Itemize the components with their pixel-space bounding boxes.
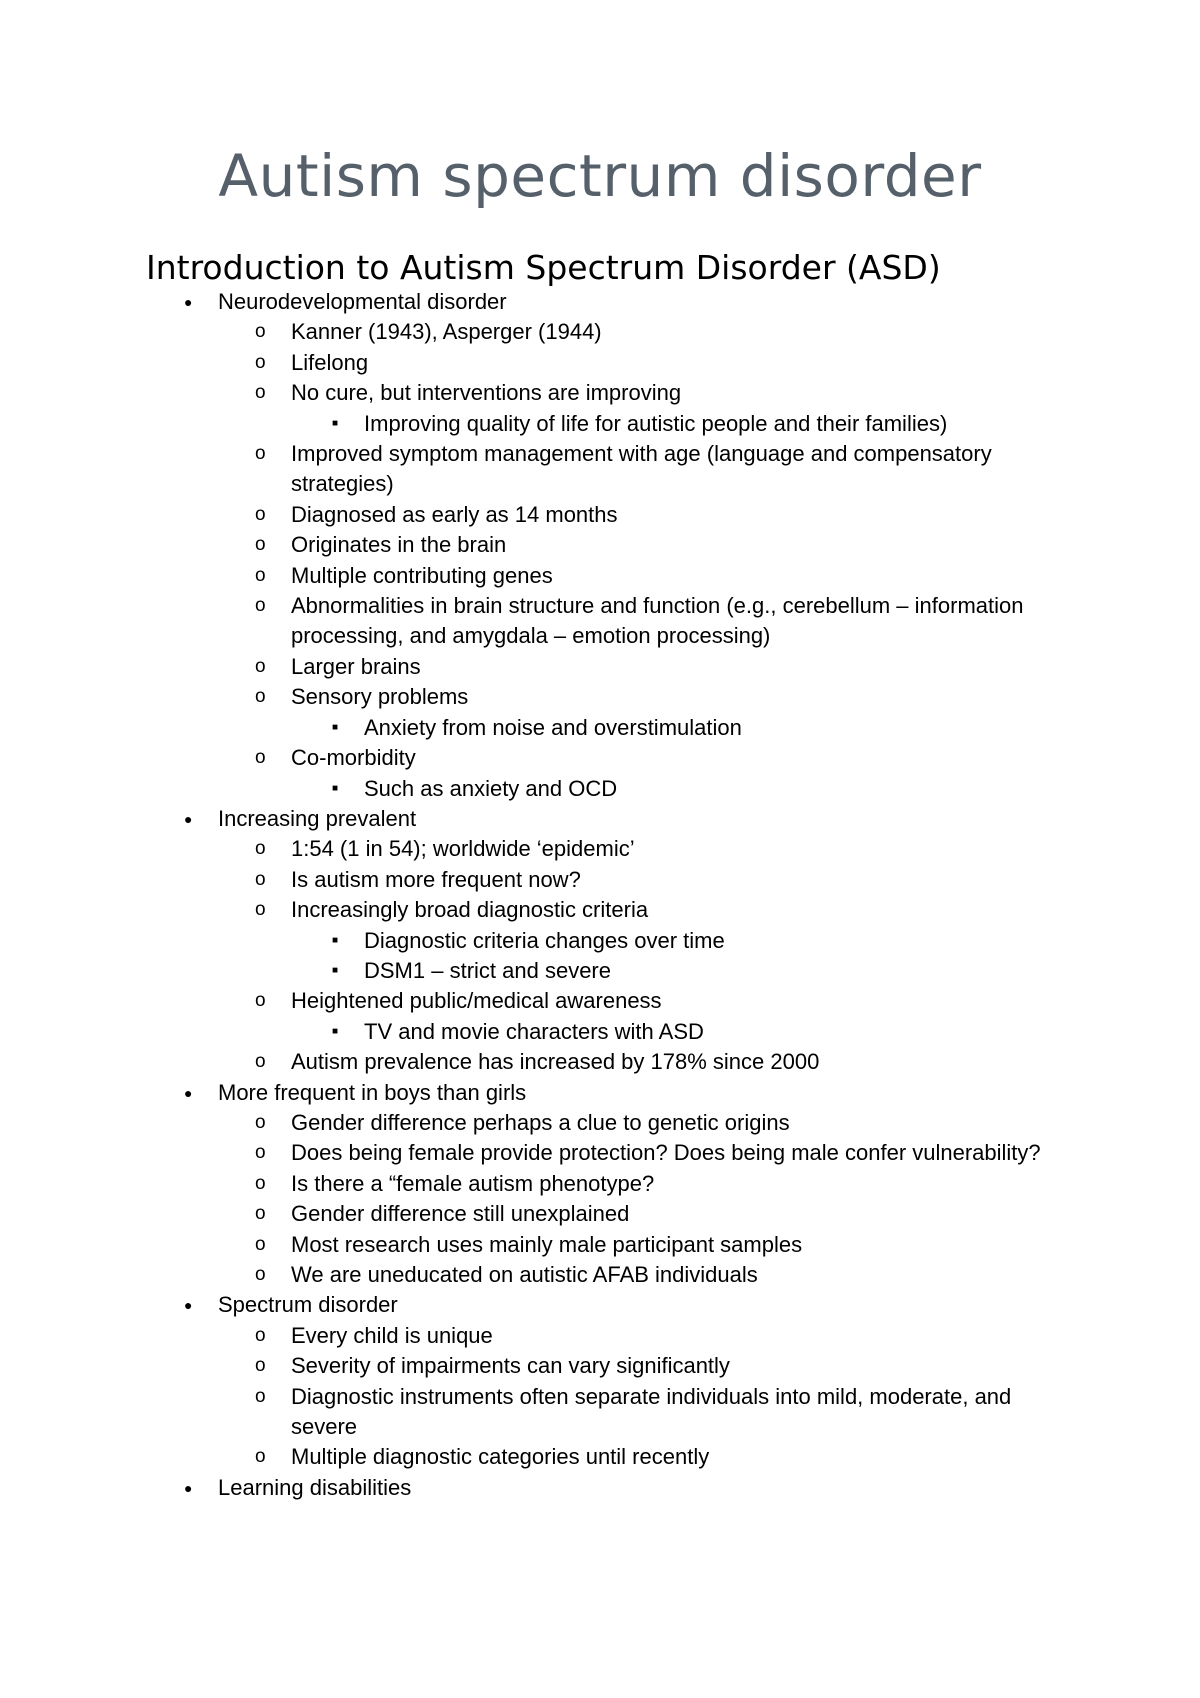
list-item-level-2 xyxy=(0,1138,1200,1168)
bullet-marker: ■ xyxy=(332,934,339,946)
list-item-level-2 xyxy=(0,743,1200,773)
bullet-marker: o xyxy=(255,1111,266,1133)
list-item-text: Severity of impairments can vary significantly xyxy=(291,1353,730,1379)
list-item-level-2 xyxy=(0,591,1200,652)
list-item-level-1 xyxy=(0,1473,1200,1503)
list-item-level-1 xyxy=(0,287,1200,317)
document-title: Autism spectrum disorder xyxy=(218,142,982,210)
list-item-text: Lifelong xyxy=(291,349,369,375)
list-item-text: No cure, but interventions are improving xyxy=(291,380,682,406)
list-item-level-3 xyxy=(0,774,1200,804)
list-item-text: TV and movie characters with ASD xyxy=(364,1018,704,1044)
bullet-marker: ● xyxy=(184,810,193,827)
list-item-text: Neurodevelopmental disorder xyxy=(218,289,507,314)
bullet-marker: ■ xyxy=(332,417,339,429)
list-item-text: Increasingly broad diagnostic criteria xyxy=(291,897,649,923)
list-item-text: Autism prevalence has increased by 178% since 2000 xyxy=(291,1049,820,1075)
bullet-marker: o xyxy=(255,382,266,404)
list-item-level-2 xyxy=(0,439,1200,500)
list-item-text: Such as anxiety and OCD xyxy=(364,775,618,801)
list-item-level-2 xyxy=(0,561,1200,591)
list-item-text: Does being female provide protection? Does being male confer vulnerability? xyxy=(291,1140,1041,1166)
list-item-text: Diagnosed as early as 14 months xyxy=(291,501,618,527)
list-item-level-2 xyxy=(0,865,1200,895)
list-item-text: Improved symptom management with age (language and compensatory strategies) xyxy=(291,441,992,497)
list-item-level-1 xyxy=(0,1078,1200,1108)
bullet-marker: ● xyxy=(184,1479,193,1496)
list-item-level-2 xyxy=(0,1382,1200,1443)
bullet-marker: o xyxy=(255,595,266,617)
list-item-text: DSM1 – strict and severe xyxy=(364,957,611,983)
list-item-level-2 xyxy=(0,1260,1200,1290)
list-item-level-2 xyxy=(0,682,1200,712)
bullet-marker: o xyxy=(255,1446,266,1468)
list-item-level-3 xyxy=(0,926,1200,956)
list-item-text: Improving quality of life for autistic people and their families) xyxy=(364,410,948,436)
list-item-text: Co-morbidity xyxy=(291,745,416,771)
list-item-text: Gender difference perhaps a clue to genetic origins xyxy=(291,1109,790,1135)
bullet-marker: ● xyxy=(184,1084,193,1101)
list-item-text: We are uneducated on autistic AFAB individuals xyxy=(291,1262,758,1287)
list-item-level-2 xyxy=(0,500,1200,530)
list-item-level-2 xyxy=(0,895,1200,925)
bullet-marker: o xyxy=(255,838,266,860)
bullet-marker: o xyxy=(255,351,266,373)
list-item-text: Learning disabilities xyxy=(218,1474,412,1500)
list-item-text: 1:54 (1 in 54); worldwide ‘epidemic’ xyxy=(291,836,635,862)
list-item-text: Anxiety from noise and overstimulation xyxy=(364,714,742,740)
bullet-marker: ■ xyxy=(332,964,339,976)
bullet-marker: o xyxy=(255,1203,266,1225)
bullet-outline xyxy=(0,287,1200,1503)
bullet-marker: o xyxy=(255,564,266,586)
bullet-marker: o xyxy=(255,868,266,890)
bullet-marker: o xyxy=(255,1172,266,1194)
list-item-text: Multiple diagnostic categories until recently xyxy=(291,1444,710,1470)
bullet-marker: ■ xyxy=(332,721,339,733)
list-item-text: Larger brains xyxy=(291,653,421,679)
list-item-text: Originates in the brain xyxy=(291,532,507,558)
list-item-text: Is autism more frequent now? xyxy=(291,866,581,892)
list-item-level-3 xyxy=(0,409,1200,439)
bullet-marker: o xyxy=(255,443,266,465)
list-item-text: Spectrum disorder xyxy=(218,1292,398,1318)
list-item-level-2 xyxy=(0,1108,1200,1138)
bullet-marker: o xyxy=(255,321,266,343)
bullet-marker: o xyxy=(255,1355,266,1377)
list-item-level-3 xyxy=(0,956,1200,986)
list-item-level-2 xyxy=(0,1230,1200,1260)
list-item-level-3 xyxy=(0,713,1200,743)
list-item-level-2 xyxy=(0,1169,1200,1199)
list-item-level-2 xyxy=(0,530,1200,560)
bullet-marker: o xyxy=(255,503,266,525)
list-item-text: More frequent in boys than girls xyxy=(218,1079,527,1105)
list-item-text: Is there a “female autism phenotype? xyxy=(291,1170,655,1196)
list-item-text: Kanner (1943), Asperger (1944) xyxy=(291,319,602,345)
list-item-text: Heightened public/medical awareness xyxy=(291,988,662,1014)
list-item-level-1 xyxy=(0,804,1200,834)
bullet-marker: ■ xyxy=(332,782,339,794)
list-item-text: Sensory problems xyxy=(291,684,469,710)
list-item-level-2 xyxy=(0,1047,1200,1077)
list-item-text: Abnormalities in brain structure and function (e.g., cerebellum – information processing, and amygdala – emotion processing) xyxy=(291,593,1024,649)
list-item-level-2 xyxy=(0,1321,1200,1351)
list-item-text: Most research uses mainly male participant samples xyxy=(291,1231,803,1257)
list-item-level-2 xyxy=(0,834,1200,864)
section-heading: Introduction to Autism Spectrum Disorder (ASD) xyxy=(146,248,941,287)
list-item-level-2 xyxy=(0,348,1200,378)
bullet-marker: ● xyxy=(184,294,193,310)
bullet-marker: o xyxy=(255,1385,266,1407)
list-item-level-2 xyxy=(0,378,1200,408)
list-item-level-2 xyxy=(0,317,1200,347)
list-item-text: Gender difference still unexplained xyxy=(291,1201,630,1227)
list-item-level-2 xyxy=(0,652,1200,682)
list-item-text: Diagnostic criteria changes over time xyxy=(364,927,725,953)
list-item-text: Multiple contributing genes xyxy=(291,562,553,588)
list-item-text: Diagnostic instruments often separate individuals into mild, moderate, and severe xyxy=(291,1383,1012,1440)
bullet-marker: o xyxy=(255,899,266,921)
list-item-level-2 xyxy=(0,986,1200,1016)
bullet-marker: o xyxy=(255,747,266,769)
list-item-level-1 xyxy=(0,1290,1200,1320)
bullet-marker: o xyxy=(255,686,266,708)
bullet-marker: ● xyxy=(184,1297,193,1314)
bullet-marker: o xyxy=(255,1051,266,1073)
bullet-marker: o xyxy=(255,534,266,556)
list-item-level-2 xyxy=(0,1351,1200,1381)
bullet-marker: ■ xyxy=(332,1025,339,1037)
bullet-marker: o xyxy=(255,1264,266,1285)
bullet-marker: o xyxy=(255,1324,266,1346)
list-item-text: Increasing prevalent xyxy=(218,805,417,831)
bullet-marker: o xyxy=(255,655,266,677)
list-item-level-3 xyxy=(0,1017,1200,1047)
bullet-marker: o xyxy=(255,1142,266,1164)
bullet-marker: o xyxy=(255,990,266,1012)
list-item-text: Every child is unique xyxy=(291,1322,493,1348)
list-item-level-2 xyxy=(0,1199,1200,1229)
bullet-marker: o xyxy=(255,1233,266,1255)
list-item-level-2 xyxy=(0,1442,1200,1472)
